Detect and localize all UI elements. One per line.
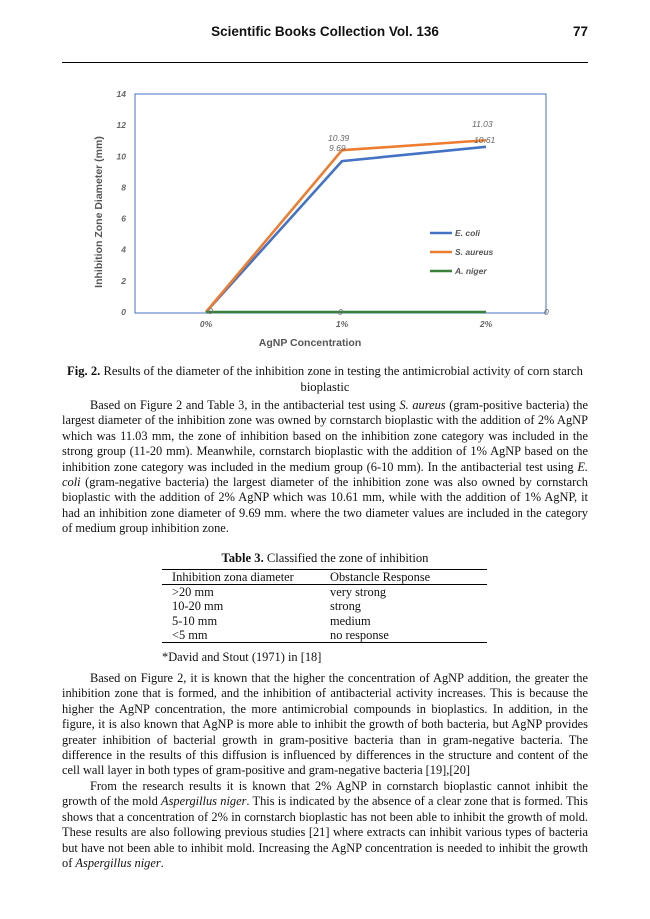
p1-species-1: S. aureus bbox=[399, 398, 446, 412]
legend-entry: A. niger bbox=[455, 266, 487, 276]
p1-species-2: E. coli bbox=[62, 459, 588, 490]
x-axis-ticks bbox=[200, 319, 493, 329]
running-header-title: Scientific Books Collection Vol. 136 bbox=[211, 24, 439, 39]
table-cell: 10-20 mm bbox=[172, 599, 224, 614]
y-tick-label: 6 bbox=[121, 213, 126, 224]
y-tick-label: 4 bbox=[121, 244, 126, 255]
p3-text-3: . bbox=[160, 856, 164, 871]
table-cell: strong bbox=[330, 599, 361, 614]
legend-entry: S. aureus bbox=[455, 247, 494, 257]
paragraph-1 bbox=[62, 398, 588, 537]
table-header-cell: Inhibition zona diameter bbox=[172, 570, 294, 584]
data-label: 0 bbox=[544, 307, 549, 317]
table-row bbox=[162, 599, 487, 613]
table-title bbox=[62, 551, 588, 566]
legend-entry: E. coli bbox=[455, 228, 481, 238]
x-axis-title: AgNP Concentration bbox=[258, 337, 362, 349]
data-label: 10.61 bbox=[474, 134, 496, 145]
p3-text-1: From the research results it is known that 2% AgNP in cornstarch bioplastic cannot inhibit the growth of the mold bbox=[62, 779, 588, 809]
y-tick-label: 14 bbox=[116, 89, 126, 99]
table-cell: medium bbox=[330, 613, 371, 628]
header-rule bbox=[62, 62, 588, 63]
p1-text-1: Based on Figure 2 and Table 3, in the antibacterial test using bbox=[90, 398, 400, 412]
y-tick-label: 8 bbox=[121, 182, 126, 193]
y-tick-label: 2 bbox=[121, 275, 126, 286]
data-label: 0 bbox=[338, 307, 343, 317]
inhibition-zone-table bbox=[162, 569, 487, 643]
table-cell: <5 mm bbox=[172, 627, 208, 642]
y-tick-label: 12 bbox=[116, 120, 126, 131]
y-axis-title: Inhibition Zone Diameter (mm) bbox=[93, 136, 105, 288]
figure-caption-text: Results of the diameter of the inhibition zone in testing the antimicrobial activity of corn starch bioplastic bbox=[103, 364, 583, 394]
table-header-cell: Obstancle Response bbox=[330, 570, 431, 584]
table-title-label: Table 3. bbox=[221, 551, 264, 565]
table-cell: very strong bbox=[330, 585, 387, 600]
table-row bbox=[162, 585, 487, 600]
x-tick-label: 1% bbox=[335, 319, 349, 329]
table-cell: 5-10 mm bbox=[172, 613, 218, 628]
table-cell: >20 mm bbox=[172, 585, 214, 600]
y-axis-ticks bbox=[117, 89, 127, 317]
p1-text-2: (gram-positive bacteria) the largest diameter of the inhibition zone was owned by cornstarch bioplastic with the addition of 2% AgNP which was 11.03 mm, the zone of inhibition based on the inhibition zone category was included in the strong group (11-20 mm). Meanwhile, cornstarch bioplastic with the addition of 1% AgNP based on the inhibition zone category was included in the medium group (6-10 mm). In the antibacterial test using bbox=[62, 398, 588, 474]
table-title-text: Classified the zone of inhibition bbox=[266, 551, 429, 565]
table-cell: no response bbox=[330, 627, 389, 642]
p1-text-3: (gram-negative bacteria) the largest diameter of the inhibition zone was also owned by cornstarch bioplastic with the addition of 2% AgNP which was 10.61 mm, while with the addition of 1% AgNP, it had an inhibition zone diameter of 9.69 mm. where the two diameter values are included in the category of medium group inhibition zone. bbox=[62, 475, 588, 536]
data-label: 0 bbox=[208, 306, 213, 316]
figure-caption-label: Fig. 2. bbox=[67, 364, 101, 378]
table-row bbox=[162, 628, 487, 643]
p3-species-2: Aspergillus niger bbox=[75, 856, 161, 871]
p3-species-1: Aspergillus niger bbox=[161, 794, 247, 809]
table-header-row bbox=[162, 570, 487, 585]
p3-text-2: . This is indicated by the absence of a clear zone that is formed. This shows that a concentration of 2% in cornstarch bioplastic has not been able to inhibit the growth of mold. These results are also following previous studies [21] where extracts can inhibit various types of bacteria but have not been able to inhibit mold. Increasing the AgNP concentration is needed to inhibit the growth of bbox=[62, 794, 588, 871]
x-tick-label: 2% bbox=[479, 319, 493, 329]
table-row bbox=[162, 614, 487, 628]
paragraph-2: Based on Figure 2, it is known that the higher the concentration of AgNP addition, the greater the inhibition zone that is formed, and the inhibition of antibacterial activity increases. This is because the higher the AgNP concentration, the more antimicrobial compounds in bioplastics. In addition, in the figure, it is also known that AgNP is more able to inhibit the growth of both bacteria, but AgNP provides greater inhibition of bacterial growth in gram-positive bacteria than in gram-negative bacteria. The difference in the results of this diffusion is influenced by differences in the structure and content of the cell wall layer in both types of gram-positive and gram-negative bacteria [19],[20] bbox=[62, 671, 588, 778]
data-label: 9.69 bbox=[329, 143, 346, 154]
paragraph-3 bbox=[62, 779, 588, 871]
figure-caption bbox=[66, 363, 584, 395]
x-tick-label: 0% bbox=[199, 319, 213, 329]
y-tick-label: 10 bbox=[116, 151, 126, 162]
y-tick-label: 0 bbox=[121, 307, 126, 317]
data-label: 11.03 bbox=[472, 119, 493, 130]
data-label: 10.39 bbox=[328, 133, 350, 144]
inhibition-zone-chart bbox=[60, 80, 560, 355]
table-source-note: *David and Stout (1971) in [18] bbox=[162, 650, 322, 664]
page-number: 77 bbox=[572, 24, 588, 39]
